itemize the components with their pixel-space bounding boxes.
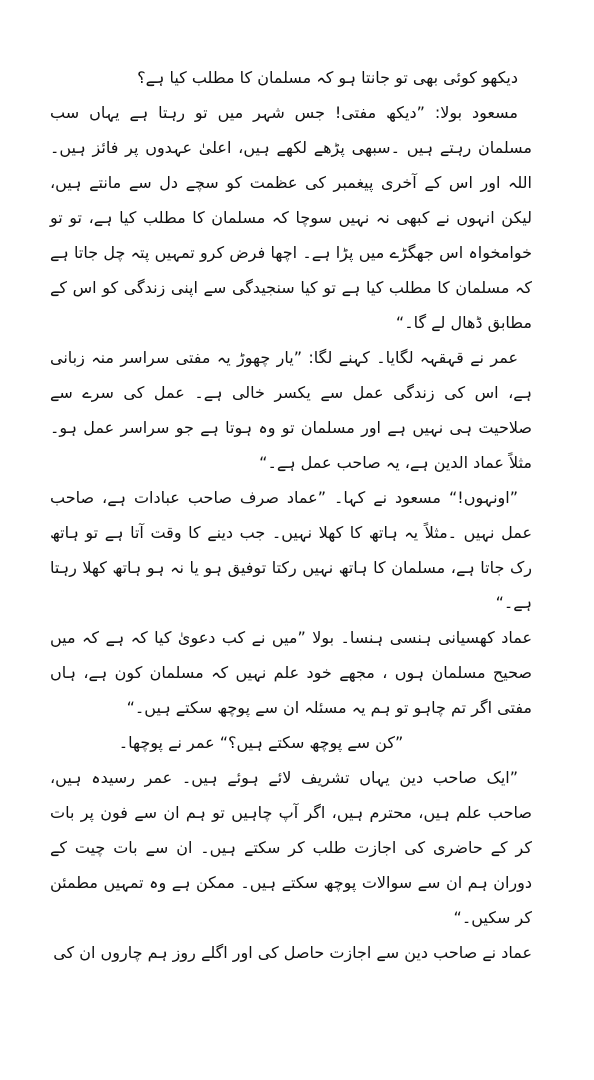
paragraph-imad-reply: عماد کھسیانی ہنسی ہنسا۔ بولا ”میں نے کب دعویٰ کیا کہ ہے کہ میں صحیح مسلمان ہوں ، مجھے خود علم نہیں کہ مسلمان کون ہے، ہاں مفتی اگر تم چاہو تو ہم یہ مسئلہ ان سے پوچھ سکتے ہیں۔“: [50, 628, 532, 717]
paragraph-masood-reply: ”اونہوں!“ مسعود نے کہا۔ ”عماد صرف صاحب عبادات ہے، صاحب عمل نہیں ۔مثلاً یہ ہاتھ کا کھلا نہیں۔ جب دینے کا وقت آتا ہے تو ہاتھ رک جاتا ہے، مسلمان کا ہاتھ نہیں رکتا توفیق ہو یا نہ ہو ہاتھ کھلا رہتا ہے۔“: [50, 488, 532, 612]
paragraph-question: دیکھو کوئی بھی تو جانتا ہو کہ مسلمان کا مطلب کیا ہے؟: [137, 68, 518, 87]
paragraph-sahib-deen: ”ایک صاحب دین یہاں تشریف لائے ہوئے ہیں۔ عمر رسیدہ ہیں، صاحب علم ہیں، محترم ہیں، اگر آپ چاہیں تو ہم ان سے فون پر بات کر کے حاضری کی اجازت طلب کر سکتے ہیں۔ ان سے بات چیت کے دوران ہم ان سے سوالات پوچھ سکتے ہیں۔ ممکن ہے وہ تمہیں مطمئن کر سکیں۔“: [50, 768, 532, 927]
paragraph-umar-question: ”کن سے پوچھ سکتے ہیں؟“ عمر نے پوچھا۔: [118, 733, 404, 752]
paragraph-final-line: عماد نے صاحب دین سے اجازت حاصل کی اور اگلے روز ہم چاروں ان کی: [53, 943, 532, 962]
paragraph-masood-speech: مسعود بولا: ”دیکھ مفتی! جس شہر میں تو رہتا ہے یہاں سب مسلمان رہتے ہیں ۔سبھی پڑھے لکھے ہیں، اعلیٰ عہدوں پر فائز ہیں۔ اللہ اور اس کے آخری پیغمبر کی عظمت کو سچے دل سے مانتے ہیں، لیکن انہوں نے کبھی نہ نہیں سوچا کہ مسلمان کا مطلب کیا ہے، تو تو خوامخواہ اس جھگڑے میں پڑا ہے۔ اچھا فرض کرو تمہیں پتہ چل جاتا ہے کہ مسلمان کا مطلب کیا ہے تو کیا سنجیدگی سے اپنی زندگی کو اس کے مطابق ڈھال لے گا۔“: [50, 103, 532, 332]
paragraph-umar-laugh: عمر نے قہقہہ لگایا۔ کہنے لگا: ”یار چھوڑ یہ مفتی سراسر منہ زبانی ہے، اس کی زندگی عمل سے یکسر خالی ہے۔ عمل کی سرے سے صلاحیت ہی نہیں ہے اور مسلمان تو وہ ہوتا ہے جو سراسر عمل ہو۔ مثلاً عماد الدین ہے، یہ صاحب عمل ہے۔“: [50, 348, 532, 472]
